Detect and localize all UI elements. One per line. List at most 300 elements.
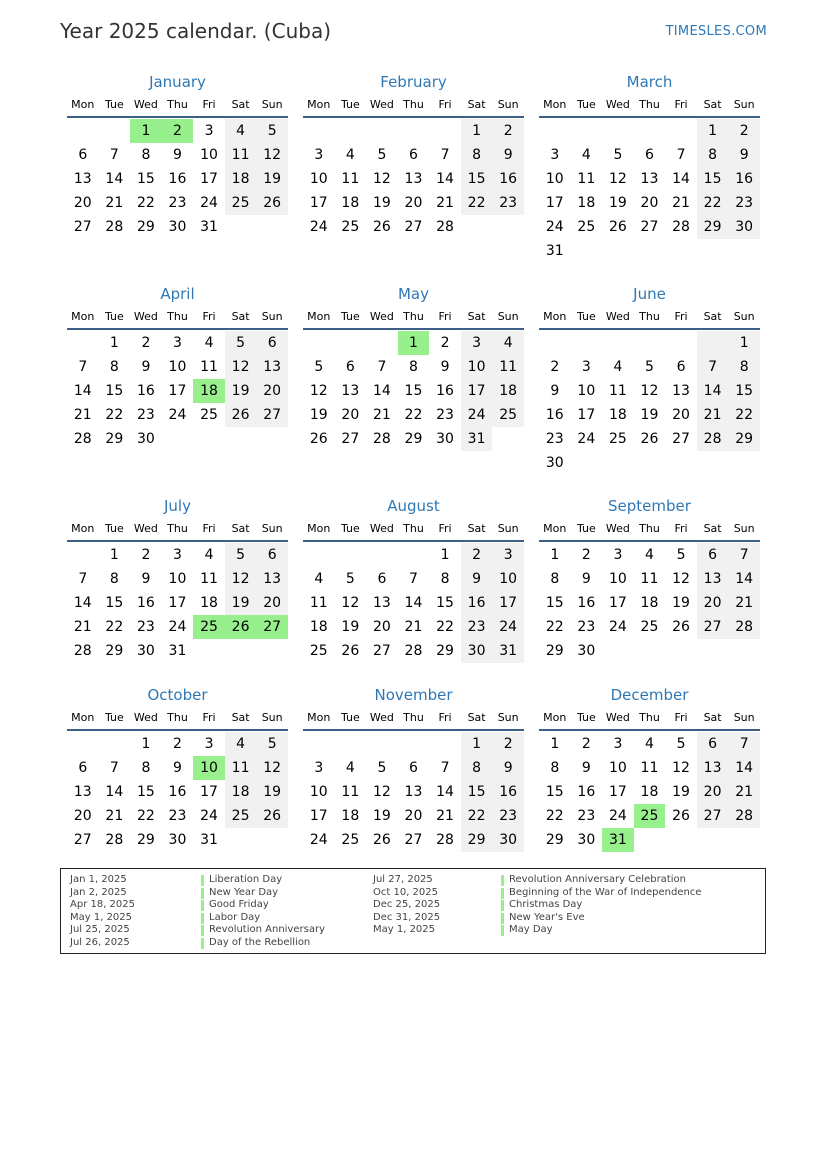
day-cell: 18 [577, 195, 596, 211]
empty-day-cell [366, 119, 398, 143]
day-cell: 24 [545, 219, 564, 235]
weekday-label: Mon [543, 711, 567, 724]
weekday-label: Sun [497, 310, 519, 323]
day-cell: 26 [256, 191, 288, 215]
legend-holiday-name: New Year's Eve [501, 912, 701, 925]
holiday-day-cell: 25 [634, 804, 666, 828]
day-cell: 25 [608, 431, 627, 447]
day-cell: 26 [309, 431, 328, 447]
weekday-header [67, 707, 288, 731]
legend-date: Apr 18, 2025 [70, 899, 136, 910]
day-cell: 1 [440, 547, 450, 563]
day-cell: 31 [545, 243, 564, 259]
day-cell: 10 [461, 355, 493, 379]
day-cell: 14 [404, 595, 423, 611]
day-cell: 6 [256, 543, 288, 567]
day-cell: 29 [105, 643, 124, 659]
day-cell: 19 [372, 195, 391, 211]
empty-day-cell [335, 119, 367, 143]
day-cell: 12 [309, 383, 328, 399]
day-cell: 16 [436, 383, 454, 399]
day-cell: 7 [728, 732, 760, 756]
day-cell: 29 [136, 832, 155, 848]
day-cell: 3 [173, 335, 182, 351]
month-name: June [633, 285, 666, 303]
weekday-label: Fri [674, 98, 688, 111]
legend-column [70, 874, 135, 949]
month-name: July [164, 497, 191, 515]
day-cell: 23 [136, 407, 155, 423]
day-cell: 15 [461, 167, 493, 191]
day-cell: 18 [492, 379, 524, 403]
day-cell: 30 [577, 832, 596, 848]
month-may [303, 282, 524, 494]
day-cell: 28 [436, 219, 454, 235]
month-name: April [160, 285, 195, 303]
day-cell: 8 [109, 571, 119, 587]
day-cell: 9 [141, 571, 151, 587]
weekday-label: Sat [231, 711, 250, 724]
weekday-label: Fri [438, 98, 452, 111]
legend-date: Jan 2, 2025 [70, 886, 127, 898]
day-cell: 26 [372, 832, 391, 848]
day-cell: 15 [436, 595, 454, 611]
day-cell: 12 [608, 171, 627, 187]
day-cell: 9 [581, 760, 591, 776]
day-cell: 8 [109, 359, 119, 375]
day-cell: 4 [204, 547, 214, 563]
day-cell: 7 [377, 359, 387, 375]
day-cell: 24 [200, 808, 218, 824]
empty-day-cell [398, 119, 430, 143]
weekday-label: Tue [340, 522, 360, 535]
day-cell: 17 [492, 591, 524, 615]
month-name: November [374, 686, 453, 704]
weekday-label: Mon [543, 98, 567, 111]
day-cell: 4 [345, 760, 355, 776]
day-cell: 13 [404, 171, 423, 187]
day-cell: 13 [640, 171, 659, 187]
day-cell: 28 [73, 643, 92, 659]
day-cell: 21 [73, 407, 92, 423]
empty-day-cell [303, 119, 335, 143]
day-cell: 20 [256, 379, 288, 403]
day-cell: 18 [640, 595, 659, 611]
day-cell: 5 [377, 147, 387, 163]
weekday-label: Fri [438, 711, 452, 724]
day-cell: 20 [256, 591, 288, 615]
day-cell: 19 [225, 591, 257, 615]
weekday-label: Sat [467, 711, 486, 724]
day-cell: 24 [461, 403, 493, 427]
day-cell: 30 [492, 828, 524, 852]
weekday-label: Sat [231, 310, 250, 323]
day-cell: 1 [728, 331, 760, 355]
day-cell: 19 [341, 619, 360, 635]
day-cell: 24 [168, 407, 187, 423]
day-cell: 26 [256, 804, 288, 828]
day-cell: 14 [697, 379, 729, 403]
day-cell: 12 [256, 143, 288, 167]
weekday-label: Mon [307, 98, 331, 111]
weekday-label: Sun [261, 310, 283, 323]
weekday-label: Tue [340, 711, 360, 724]
day-cell: 24 [200, 195, 218, 211]
weekday-label: Wed [369, 98, 394, 111]
day-cell: 5 [645, 359, 654, 375]
day-cell: 28 [728, 615, 760, 639]
weekday-label: Thu [403, 310, 424, 323]
day-cell: 19 [672, 595, 690, 611]
legend-date: Dec 25, 2025 [373, 899, 441, 910]
day-cell: 9 [728, 143, 760, 167]
weekday-label: Wed [133, 310, 158, 323]
day-cell: 19 [309, 407, 328, 423]
day-cell: 3 [314, 147, 324, 163]
day-cell: 10 [168, 571, 187, 587]
month-march [539, 70, 760, 282]
day-cell: 14 [728, 756, 760, 780]
legend-holiday-name: Christmas Day [501, 899, 701, 912]
day-cell: 14 [105, 784, 124, 800]
legend-date: Jan 1, 2025 [70, 874, 127, 885]
day-cell: 26 [372, 219, 391, 235]
day-cell: 7 [697, 355, 729, 379]
weekday-header [539, 707, 760, 731]
day-cell: 8 [141, 760, 151, 776]
weekday-label: Tue [340, 98, 360, 111]
day-cell: 8 [550, 571, 560, 587]
month-name: October [147, 686, 208, 704]
empty-day-cell [539, 119, 571, 143]
day-cell: 3 [173, 547, 182, 563]
weekday-label: Mon [543, 522, 567, 535]
weekday-label: Wed [605, 98, 630, 111]
weekday-label: Fri [674, 310, 688, 323]
day-cell: 12 [372, 784, 391, 800]
legend-holiday-name: Good Friday [201, 899, 325, 912]
legend-date: Jul 26, 2025 [70, 936, 130, 948]
month-april [67, 282, 288, 494]
day-cell: 2 [492, 119, 524, 143]
day-cell: 20 [341, 407, 360, 423]
day-cell: 16 [728, 167, 760, 191]
day-cell: 23 [728, 191, 760, 215]
legend-holiday-name: May Day [501, 924, 701, 937]
day-cell: 11 [341, 784, 360, 800]
day-cell: 9 [492, 143, 524, 167]
day-cell: 11 [492, 355, 524, 379]
day-cell: 11 [341, 171, 360, 187]
weekday-label: Mon [71, 98, 95, 111]
day-cell: 29 [404, 431, 423, 447]
day-cell: 21 [105, 808, 124, 824]
day-cell: 4 [314, 571, 324, 587]
day-cell: 3 [613, 547, 623, 563]
day-cell: 24 [309, 832, 328, 848]
legend-date: Oct 10, 2025 [373, 886, 438, 898]
calendar-grid [67, 70, 760, 918]
day-cell: 10 [309, 784, 328, 800]
day-cell: 25 [225, 191, 257, 215]
day-cell: 1 [461, 119, 493, 143]
day-cell: 2 [440, 335, 450, 351]
day-cell: 23 [577, 808, 596, 824]
day-cell: 5 [256, 119, 288, 143]
day-cell: 18 [200, 595, 218, 611]
day-cell: 30 [728, 215, 760, 239]
day-cell: 20 [73, 808, 92, 824]
empty-day-cell [539, 331, 571, 355]
empty-day-cell [665, 119, 697, 143]
day-cell: 1 [697, 119, 729, 143]
day-cell: 4 [345, 147, 355, 163]
day-cell: 8 [461, 143, 493, 167]
day-cell: 16 [136, 383, 155, 399]
day-cell: 13 [73, 784, 92, 800]
day-cell: 19 [225, 379, 257, 403]
day-cell: 27 [73, 832, 92, 848]
day-cell: 24 [168, 619, 187, 635]
day-cell: 19 [256, 167, 288, 191]
day-cell: 31 [200, 832, 218, 848]
day-cell: 16 [577, 595, 596, 611]
brand-link[interactable]: TIMESLES.COM [665, 24, 767, 39]
day-cell: 25 [341, 219, 360, 235]
day-cell: 8 [440, 571, 450, 587]
day-cell: 10 [608, 760, 627, 776]
day-cell: 11 [200, 359, 218, 375]
day-cell: 2 [728, 119, 760, 143]
day-cell: 3 [550, 147, 560, 163]
day-cell: 29 [461, 828, 493, 852]
day-cell: 17 [545, 195, 564, 211]
day-grid [67, 119, 288, 239]
day-cell: 5 [225, 543, 257, 567]
month-september [539, 494, 760, 706]
day-cell: 6 [697, 543, 729, 567]
legend-date: Jul 25, 2025 [70, 924, 130, 935]
day-cell: 3 [492, 543, 524, 567]
day-cell: 19 [372, 808, 391, 824]
weekday-label: Fri [438, 522, 452, 535]
weekday-label: Sun [497, 711, 519, 724]
weekday-label: Fri [674, 522, 688, 535]
day-cell: 26 [672, 808, 690, 824]
day-cell: 23 [492, 191, 524, 215]
holiday-day-cell: 27 [256, 615, 288, 639]
weekday-label: Sun [261, 711, 283, 724]
weekday-label: Sun [261, 98, 283, 111]
empty-day-cell [602, 119, 634, 143]
empty-day-cell [67, 543, 99, 567]
weekday-label: Thu [167, 310, 188, 323]
day-cell: 4 [645, 736, 654, 752]
empty-day-cell [99, 732, 131, 756]
day-cell: 16 [461, 591, 493, 615]
day-cell: 30 [136, 431, 155, 447]
day-cell: 11 [225, 143, 257, 167]
month-name: February [380, 73, 447, 91]
empty-day-cell [335, 732, 367, 756]
weekday-label: Wed [605, 310, 630, 323]
weekday-label: Wed [605, 711, 630, 724]
weekday-label: Thu [639, 522, 660, 535]
weekday-label: Sun [261, 522, 283, 535]
day-cell: 5 [256, 732, 288, 756]
day-cell: 31 [492, 639, 524, 663]
day-cell: 10 [577, 383, 596, 399]
day-cell: 28 [672, 219, 690, 235]
weekday-label: Thu [403, 522, 424, 535]
day-cell: 16 [577, 784, 596, 800]
day-cell: 5 [676, 736, 686, 752]
day-cell: 27 [672, 431, 690, 447]
day-cell: 24 [608, 808, 627, 824]
day-cell: 6 [409, 147, 418, 163]
day-cell: 22 [436, 619, 454, 635]
day-cell: 23 [168, 195, 187, 211]
day-cell: 29 [436, 643, 454, 659]
day-cell: 22 [105, 407, 124, 423]
weekday-label: Thu [167, 522, 188, 535]
holiday-day-cell: 18 [193, 379, 225, 403]
day-cell: 14 [436, 784, 454, 800]
day-cell: 6 [78, 147, 88, 163]
weekday-label: Mon [71, 310, 95, 323]
holiday-day-cell: 1 [398, 331, 430, 355]
empty-day-cell [335, 331, 367, 355]
day-cell: 3 [204, 736, 214, 752]
day-grid [303, 119, 524, 239]
day-cell: 23 [168, 808, 187, 824]
day-cell: 30 [168, 832, 187, 848]
day-cell: 12 [372, 171, 391, 187]
month-february [303, 70, 524, 282]
day-cell: 4 [225, 732, 257, 756]
day-cell: 11 [577, 171, 596, 187]
day-cell: 3 [314, 760, 324, 776]
weekday-label: Thu [167, 98, 188, 111]
day-cell: 22 [461, 191, 493, 215]
weekday-label: Sun [733, 310, 755, 323]
day-cell: 28 [105, 219, 124, 235]
day-cell: 4 [225, 119, 257, 143]
day-cell: 30 [136, 643, 155, 659]
weekday-label: Fri [438, 310, 452, 323]
day-cell: 30 [436, 431, 454, 447]
weekday-label: Fri [202, 711, 216, 724]
month-name: May [397, 285, 429, 303]
weekday-label: Wed [369, 310, 394, 323]
holiday-day-cell: 31 [602, 828, 634, 852]
weekday-label: Tue [340, 310, 360, 323]
day-cell: 10 [492, 567, 524, 591]
month-name: August [387, 497, 440, 515]
day-cell: 15 [545, 784, 564, 800]
weekday-label: Sat [231, 98, 250, 111]
day-cell: 8 [141, 147, 151, 163]
day-cell: 14 [728, 567, 760, 591]
day-cell: 3 [581, 359, 591, 375]
day-cell: 20 [697, 591, 729, 615]
day-cell: 27 [73, 219, 92, 235]
day-cell: 11 [640, 571, 659, 587]
day-cell: 21 [672, 195, 690, 211]
weekday-label: Thu [639, 98, 660, 111]
weekday-header [539, 518, 760, 542]
day-cell: 1 [461, 732, 493, 756]
day-cell: 22 [545, 808, 564, 824]
day-cell: 30 [461, 639, 493, 663]
day-cell: 18 [225, 167, 257, 191]
day-cell: 16 [136, 595, 155, 611]
day-cell: 21 [436, 808, 454, 824]
day-cell: 20 [73, 195, 92, 211]
day-cell: 21 [372, 407, 391, 423]
day-grid [67, 732, 288, 852]
day-cell: 9 [461, 567, 493, 591]
day-cell: 15 [461, 780, 493, 804]
day-cell: 12 [225, 567, 257, 591]
weekday-label: Mon [307, 310, 331, 323]
day-cell: 25 [492, 403, 524, 427]
legend-holiday-name: New Year Day [201, 887, 325, 900]
empty-day-cell [429, 732, 461, 756]
weekday-label: Mon [307, 522, 331, 535]
day-cell: 23 [136, 619, 155, 635]
day-cell: 28 [105, 832, 124, 848]
month-name: December [610, 686, 689, 704]
day-cell: 14 [73, 383, 92, 399]
day-cell: 31 [168, 643, 187, 659]
empty-day-cell [398, 732, 430, 756]
day-cell: 30 [577, 643, 596, 659]
weekday-label: Sun [733, 98, 755, 111]
day-cell: 28 [73, 431, 92, 447]
weekday-label: Tue [576, 310, 596, 323]
day-cell: 19 [672, 784, 690, 800]
weekday-header [67, 94, 288, 118]
day-cell: 6 [256, 331, 288, 355]
day-cell: 31 [200, 219, 218, 235]
day-cell: 30 [168, 219, 187, 235]
day-cell: 13 [73, 171, 92, 187]
day-cell: 26 [225, 403, 257, 427]
day-cell: 10 [309, 171, 328, 187]
legend-date: Jul 27, 2025 [373, 874, 433, 885]
day-cell: 13 [256, 355, 288, 379]
day-cell: 5 [345, 571, 355, 587]
day-cell: 17 [461, 379, 493, 403]
day-cell: 3 [613, 736, 623, 752]
day-cell: 2 [141, 547, 151, 563]
day-cell: 20 [697, 780, 729, 804]
legend-date: Dec 31, 2025 [373, 911, 441, 923]
day-cell: 21 [105, 195, 124, 211]
day-cell: 7 [440, 147, 450, 163]
day-cell: 14 [73, 595, 92, 611]
weekday-label: Tue [104, 522, 124, 535]
day-cell: 3 [204, 123, 214, 139]
day-cell: 7 [109, 147, 119, 163]
day-cell: 27 [372, 643, 391, 659]
day-cell: 31 [461, 427, 493, 451]
day-cell: 6 [697, 732, 729, 756]
empty-day-cell [303, 331, 335, 355]
day-cell: 27 [404, 832, 423, 848]
day-cell: 12 [672, 571, 690, 587]
